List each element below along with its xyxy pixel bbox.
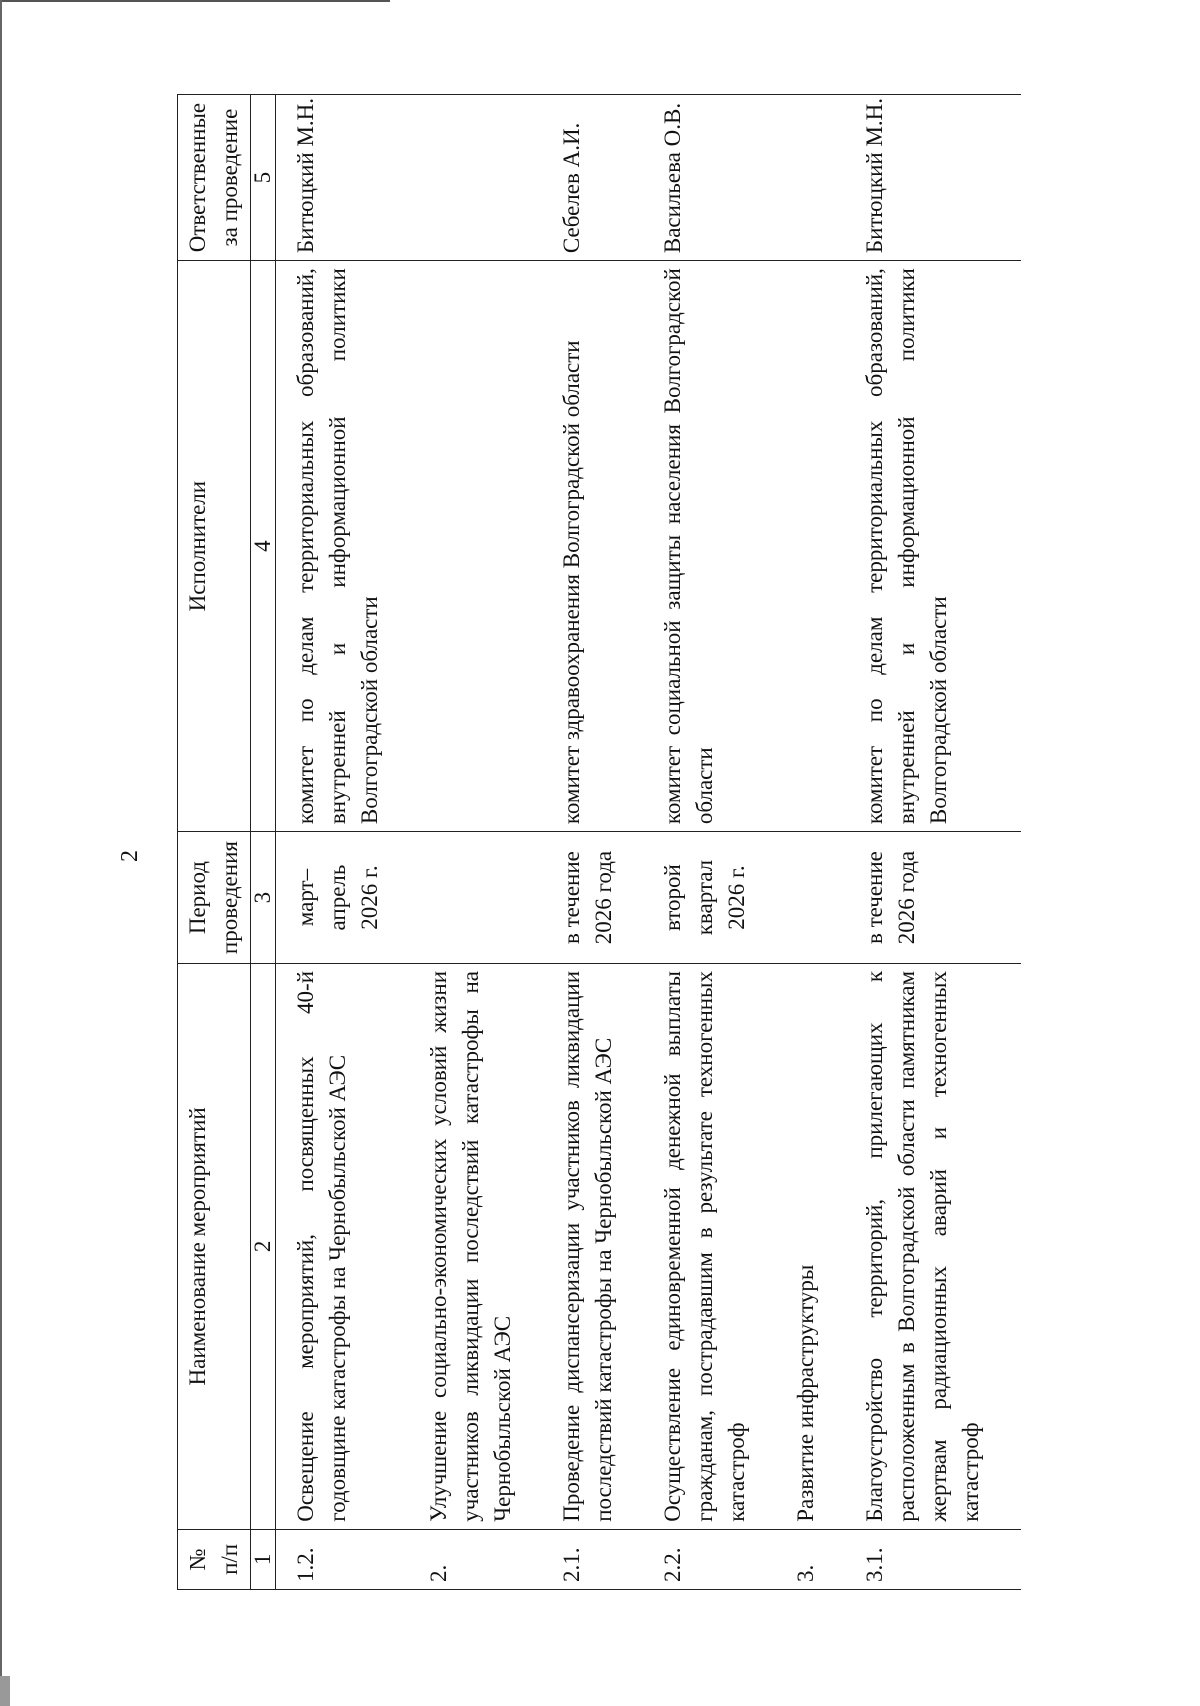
column-number: 1 <box>251 1529 276 1589</box>
event-responsible <box>420 95 553 261</box>
event-responsible <box>787 95 856 261</box>
event-executors: комитет социальной защиты населения Волгоградской области <box>654 261 787 832</box>
event-executors: комитет по делам территориальных образований, внутренней и информационной политики Волгоградской области <box>276 261 421 832</box>
event-name: Благоустройство территорий, прилегающих к расположенным в Волгоградской области памятникам жертвам радиационных аварий и техногенных катастроф <box>856 963 1021 1529</box>
event-period: в течение 2026 года <box>856 832 1021 964</box>
column-number: 2 <box>251 963 276 1529</box>
event-name: Развитие инфраструктуры <box>787 963 856 1529</box>
event-responsible: Битюцкий М.Н. <box>276 95 421 261</box>
row-number: 3.1. <box>856 1529 1021 1589</box>
row-number: 2. <box>420 1529 553 1589</box>
row-number: 1.2. <box>276 1529 421 1589</box>
event-period <box>420 832 553 964</box>
column-number: 3 <box>251 832 276 964</box>
header-executors: Исполнители <box>178 261 251 832</box>
header-period: Период проведения <box>178 832 251 964</box>
rotated-page <box>177 94 1037 1590</box>
table-row <box>276 95 421 1590</box>
table-row <box>856 95 1021 1590</box>
column-number: 5 <box>251 95 276 261</box>
event-executors: комитет здравоохранения Волгоградской области <box>553 261 654 832</box>
table-row <box>787 95 856 1590</box>
scan-edge <box>0 0 390 2</box>
event-period: в течение 2026 года <box>553 832 654 964</box>
event-name: Осуществление единовременной денежной выплаты гражданам, пострадавшим в результате техногенных катастроф <box>654 963 787 1529</box>
page-number: 2 <box>117 850 143 862</box>
header-name: Наименование мероприятий <box>178 963 251 1529</box>
event-responsible: Васильева О.В. <box>654 95 787 261</box>
column-number: 4 <box>251 261 276 832</box>
event-name: Освещение мероприятий, посвященных 40-й годовщине катастрофы на Чернобыльской АЭС <box>276 963 421 1529</box>
row-number: 3. <box>787 1529 856 1589</box>
event-responsible: Себелев А.И. <box>553 95 654 261</box>
scan-edge <box>0 1676 10 1706</box>
event-period <box>787 832 856 964</box>
event-responsible: Битюцкий М.Н. <box>856 95 1021 261</box>
event-name: Проведение диспансеризации участников ликвидации последствий катастрофы на Чернобыльской АЭС <box>553 963 654 1529</box>
event-period: второй квартал 2026 г. <box>654 832 787 964</box>
header-num: № п/п <box>178 1529 251 1589</box>
event-period: март–апрель 2026 г. <box>276 832 421 964</box>
table-row <box>420 95 553 1590</box>
table-header-row <box>178 95 251 1590</box>
header-responsible: Ответственные за проведение <box>178 95 251 261</box>
scan-edge <box>0 0 2 1706</box>
row-number: 2.2. <box>654 1529 787 1589</box>
table-row <box>654 95 787 1590</box>
events-table <box>177 94 1021 1590</box>
event-executors <box>420 261 553 832</box>
event-executors <box>787 261 856 832</box>
event-executors: комитет по делам территориальных образований, внутренней и информационной политики Волгоградской области <box>856 261 1021 832</box>
table-row <box>553 95 654 1590</box>
column-number-row <box>251 95 276 1590</box>
row-number: 2.1. <box>553 1529 654 1589</box>
event-name: Улучшение социально-экономических условий жизни участников ликвидации последствий катастрофы на Чернобыльской АЭС <box>420 963 553 1529</box>
